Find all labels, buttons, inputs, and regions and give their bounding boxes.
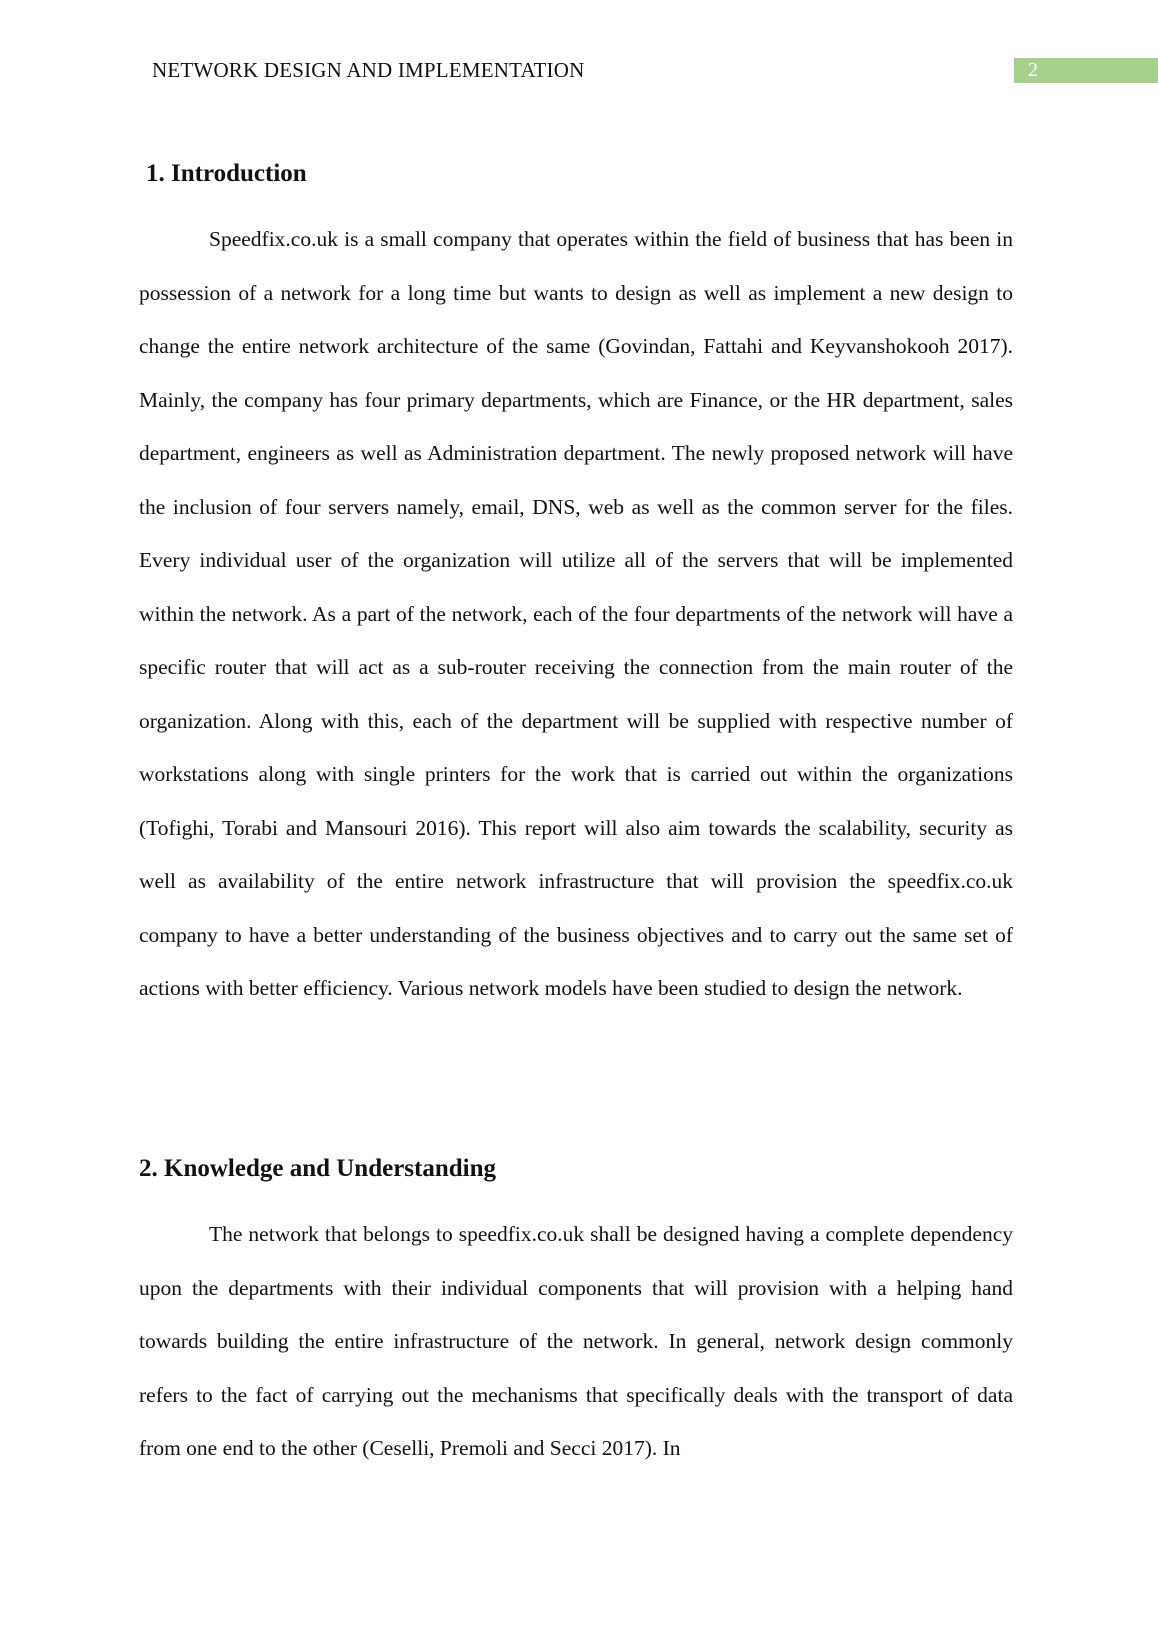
page-number-badge: [1014, 58, 1158, 83]
running-header-title: NETWORK DESIGN AND IMPLEMENTATION: [152, 58, 585, 82]
page-number: 2: [1028, 59, 1038, 81]
section-heading-introduction: 1. Introduction: [146, 160, 307, 187]
section-heading-knowledge: 2. Knowledge and Understanding: [139, 1155, 497, 1182]
knowledge-paragraph: The network that belongs to speedfix.co.uk shall be designed having a complete dependency upon the departments with their individual components that will provision with a helping hand towards building the entire infrastructure of the network. In general, network design commonly refers to the fact of carrying out the mechanisms that specifically deals with the transport of data from one end to the other (Ceselli, Premoli and Secci 2017). In: [139, 1222, 1013, 1460]
introduction-paragraph: Speedfix.co.uk is a small company that operates within the field of business that has been in possession of a network for a long time but wants to design as well as implement a new design to change the entire network architecture of the same (Govindan, Fattahi and Keyvanshokooh 2017). Mainly, the company has four primary departments, which are Finance, or the HR department, sales department, engineers as well as Administration department. The newly proposed network will have the inclusion of four servers namely, email, DNS, web as well as the common server for the files. Every individual user of the organization will utilize all of the servers that will be implemented within the network. As a part of the network, each of the four departments of the network will have a specific router that will act as a sub-router receiving the connection from the main router of the organization. Along with this, each of the department will be supplied with respective number of workstations along with single printers for the work that is carried out within the organizations (Tofighi, Torabi and Mansouri 2016). This report will also aim towards the scalability, security as well as availability of the entire network infrastructure that will provision the speedfix.co.uk company to have a better understanding of the business objectives and to carry out the same set of actions with better efficiency. Various network models have been studied to design the network.: [139, 227, 1013, 1000]
